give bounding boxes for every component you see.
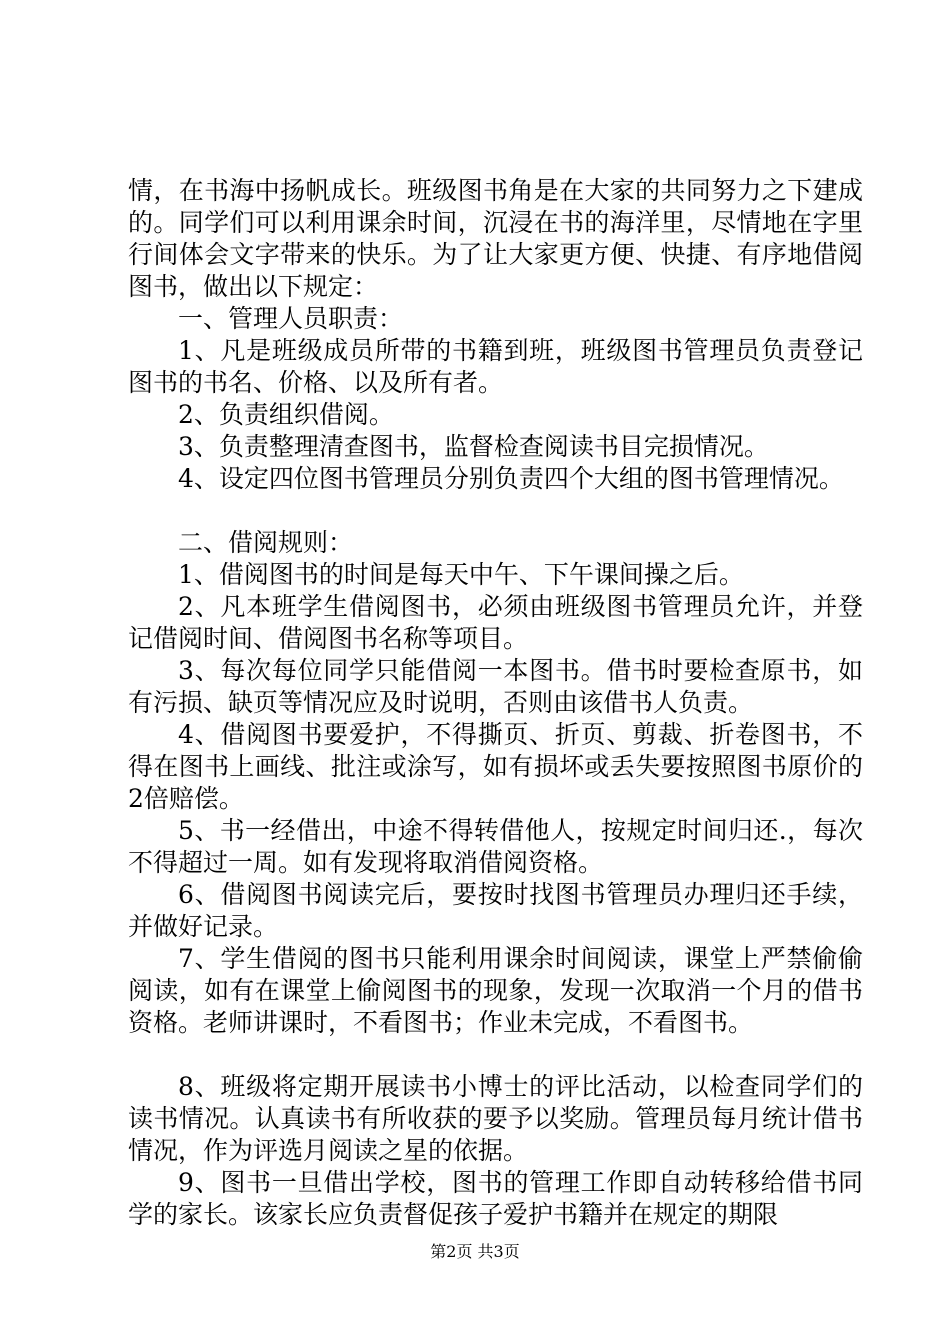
paragraph-gap	[128, 1039, 863, 1071]
rule-item-3: 3、每次每位同学只能借阅一本图书。借书时要检查原书，如有污损、缺页等情况应及时说明，否则由该借书人负责。	[128, 656, 863, 717]
duty-item-3: 3、负责整理清查图书，监督检查阅读书目完损情况。	[178, 432, 769, 461]
rule-item-4: 4、借阅图书要爱护，不得撕页、折页、剪裁、折卷图书，不得在图书上画线、批注或涂写，如有损坏或丢失要按照图书原价的2倍赔偿。	[128, 720, 863, 813]
duty-item-1: 1、凡是班级成员所带的书籍到班，班级图书管理员负责登记图书的书名、价格、以及所有者。	[128, 336, 863, 397]
rule-item-9: 9、图书一旦借出学校，图书的管理工作即自动转移给借书同学的家长。该家长应负责督促孩子爱护书籍并在规定的期限	[128, 1168, 863, 1229]
rule-item-2: 2、凡本班学生借阅图书，必须由班级图书管理员允许，并登记借阅时间、借阅图书名称等项目。	[128, 592, 863, 653]
paragraph-gap	[128, 495, 863, 527]
duty-item-4: 4、设定四位图书管理员分别负责四个大组的图书管理情况。	[178, 464, 844, 493]
rule-item-5: 5、书一经借出，中途不得转借他人，按规定时间归还.，每次不得超过一周。如有发现将取消借阅资格。	[128, 816, 863, 877]
page-footer: 第2页 共3页	[430, 1242, 520, 1261]
paragraph-intro: 情，在书海中扬帆成长。班级图书角是在大家的共同努力之下建成的。同学们可以利用课余时间，沉浸在书的海洋里，尽情地在字里行间体会文字带来的快乐。为了让大家更方便、快捷、有序地借阅图书，做出以下规定：	[128, 176, 863, 301]
section-heading-duties: 一、管理人员职责：	[178, 304, 404, 333]
section-heading-rules: 二、借阅规则：	[178, 528, 354, 557]
rule-item-7: 7、学生借阅的图书只能利用课余时间阅读，课堂上严禁偷偷阅读，如有在课堂上偷阅图书的现象，发现一次取消一个月的借书资格。老师讲课时，不看图书；作业未完成，不看图书。	[128, 944, 863, 1037]
rule-item-8: 8、班级将定期开展读书小博士的评比活动，以检查同学们的读书情况。认真读书有所收获的要予以奖励。管理员每月统计借书情况，作为评选月阅读之星的依据。	[128, 1072, 863, 1165]
rule-item-1: 1、借阅图书的时间是每天中午、下午课间操之后。	[178, 560, 744, 589]
duty-item-2: 2、负责组织借阅。	[178, 400, 394, 429]
document-body	[128, 175, 863, 1231]
rule-item-6: 6、借阅图书阅读完后，要按时找图书管理员办理归还手续，并做好记录。	[128, 880, 863, 941]
